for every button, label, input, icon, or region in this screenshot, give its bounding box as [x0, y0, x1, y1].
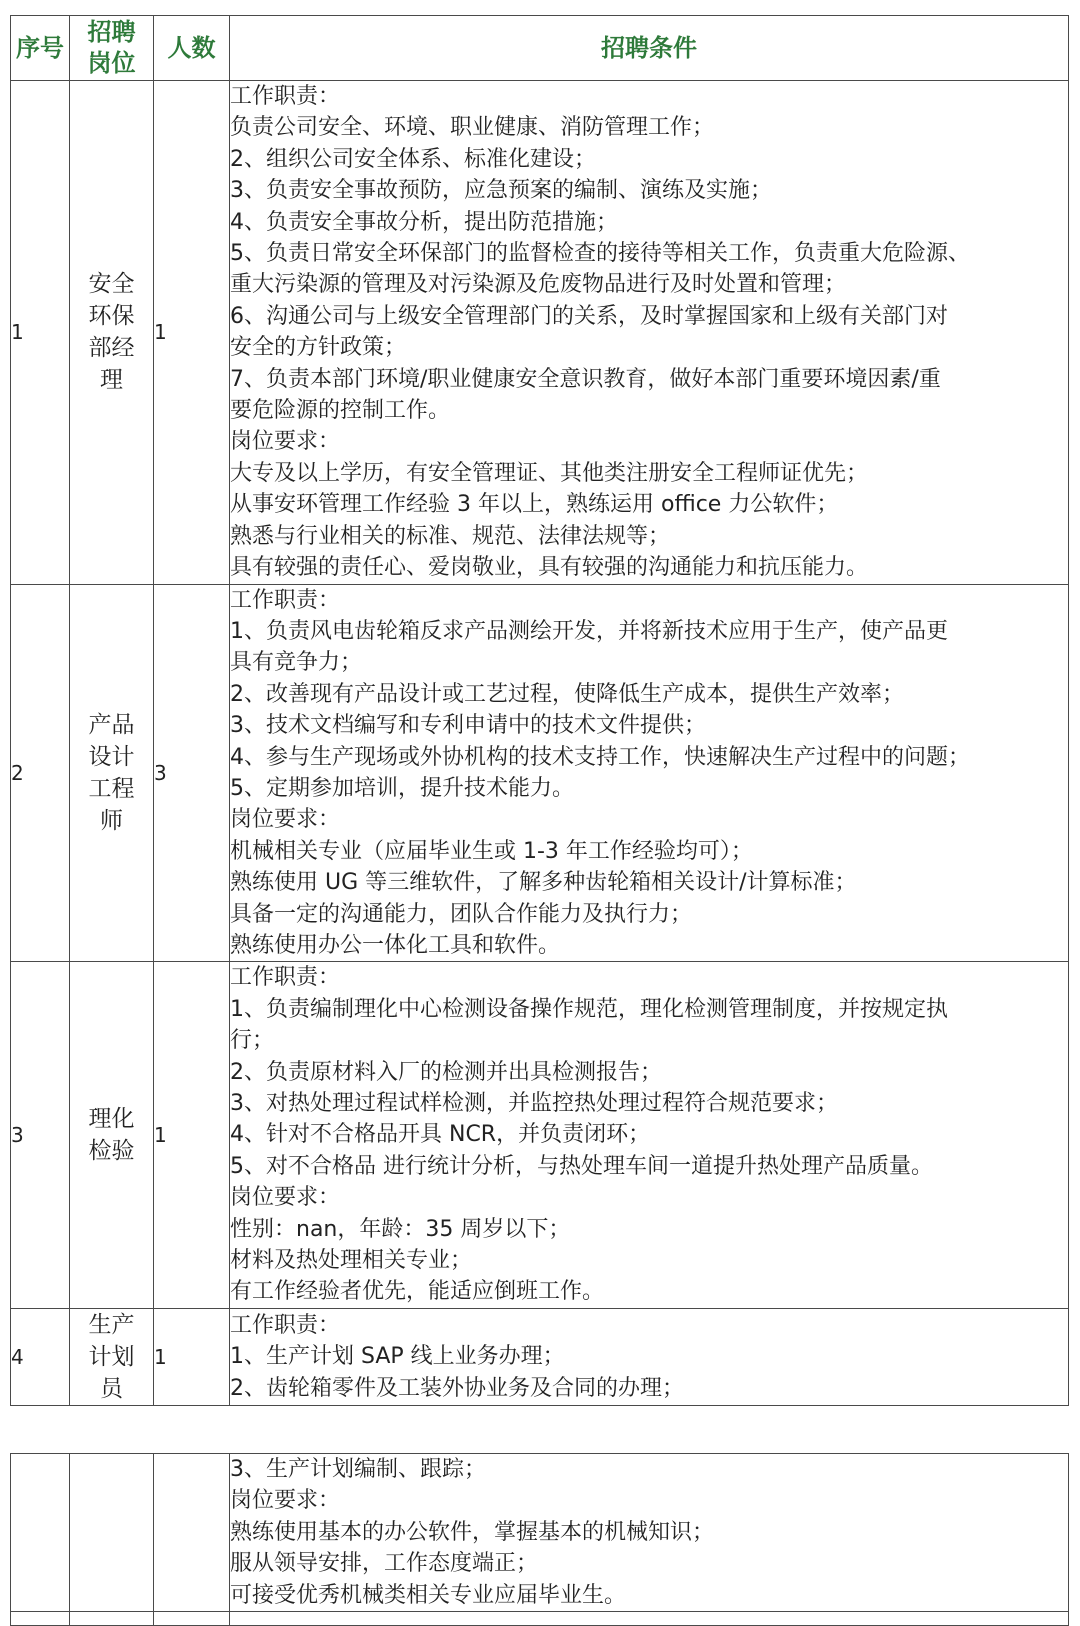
- condition-line: 5、对不合格品 进行统计分析，与热处理车间一道提升热处理产品质量。: [230, 1153, 933, 1179]
- condition-line: 岗位要求：: [230, 1488, 341, 1514]
- table-row-continued: [11, 1454, 1069, 1612]
- condition-line: 熟练使用 UG 等三维软件，了解多种齿轮箱相关设计/计算标准；: [230, 870, 857, 896]
- conditions-cell: [230, 81, 1069, 585]
- table-header-row: [11, 16, 1069, 81]
- condition-line: 5、负责日常安全环保部门的监督检查的接待等相关工作，负责重大危险源、: [230, 241, 970, 267]
- header-position-label: 招聘 岗位: [87, 18, 136, 77]
- header-conditions: [230, 16, 1069, 81]
- count-cell: 3: [154, 584, 230, 962]
- condition-line: 3、负责安全事故预防，应急预案的编制、演练及实施；: [230, 178, 772, 204]
- condition-line: 4、参与生产现场或外协机构的技术支持工作，快速解决生产过程中的问题；: [230, 744, 970, 770]
- count-cell-partial: [154, 1612, 230, 1626]
- condition-line: 4、针对不合格品开具 NCR，并负责闭环；: [230, 1122, 651, 1148]
- condition-line: 有工作经验者优先，能适应倒班工作。: [230, 1279, 605, 1305]
- seq-cell-empty: [11, 1454, 70, 1612]
- condition-line: 3、对热处理过程试样检测，并监控热处理过程符合规范要求；: [230, 1091, 838, 1116]
- condition-line: 2、组织公司安全体系、标准化建设；: [230, 146, 596, 172]
- seq-cell-partial: [11, 1612, 70, 1626]
- conditions-cell: [230, 962, 1069, 1308]
- header-count: [154, 16, 230, 81]
- seq-cell: 2: [11, 584, 70, 962]
- position-cell: 生产 计划 员: [70, 1308, 154, 1405]
- condition-line: 熟练使用办公一体化工具和软件。: [230, 932, 561, 958]
- position-cell: 理化 检验: [70, 962, 154, 1308]
- seq-cell: 1: [11, 81, 70, 585]
- count-cell: 1: [154, 1308, 230, 1405]
- condition-line: 性别：nan，年龄：35 周岁以下；: [230, 1216, 571, 1242]
- condition-line: 岗位要求：: [230, 429, 341, 455]
- condition-line: 2、负责原材料入厂的检测并出具检测报告；: [230, 1059, 662, 1085]
- recruitment-table: [10, 15, 1069, 1406]
- count-cell: 1: [154, 81, 230, 585]
- count-cell-empty: [154, 1454, 230, 1612]
- header-position: [70, 16, 154, 81]
- condition-line: 具备一定的沟通能力，团队合作能力及执行力；: [230, 901, 693, 927]
- table-row: [11, 962, 1069, 1308]
- condition-line: 熟悉与行业相关的标准、规范、法律法规等；: [230, 523, 671, 549]
- recruitment-table-continued: [10, 1453, 1069, 1626]
- condition-line: 2、改善现有产品设计或工艺过程，使降低生产成本，提供生产效率；: [230, 681, 904, 707]
- condition-line: 具有较强的责任心、爱岗敬业，具有较强的沟通能力和抗压能力。: [230, 555, 869, 581]
- condition-line: 材料及热处理相关专业；: [230, 1248, 473, 1274]
- table-row-partial: [11, 1612, 1069, 1626]
- header-seq-label: 序号: [16, 33, 64, 62]
- conditions-cell: [230, 1454, 1069, 1612]
- condition-line: 安全的方针政策；: [230, 335, 407, 361]
- conditions-cell: [230, 584, 1069, 962]
- header-count-label: 人数: [167, 33, 216, 62]
- condition-line: 要危险源的控制工作。: [230, 398, 451, 424]
- condition-line: 工作职责：: [230, 84, 341, 109]
- table-row: [11, 1308, 1069, 1405]
- condition-line: 具有竞争力；: [230, 650, 363, 676]
- condition-line: 重大污染源的管理及对污染源及危废物品进行及时处置和管理；: [230, 272, 847, 298]
- condition-line: 服从领导安排，工作态度端正；: [230, 1551, 539, 1577]
- condition-line: 2、齿轮箱零件及工装外协业务及合同的办理；: [230, 1375, 684, 1401]
- condition-line: 1、生产计划 SAP 线上业务办理；: [230, 1344, 565, 1370]
- condition-line: 负责公司安全、环境、职业健康、消防管理工作；: [230, 115, 715, 141]
- condition-line: 工作职责：: [230, 965, 341, 991]
- table-row: [11, 584, 1069, 962]
- condition-line: 工作职责：: [230, 587, 341, 613]
- seq-cell: 4: [11, 1308, 70, 1405]
- condition-line: 1、负责编制理化中心检测设备操作规范，理化检测管理制度，并按规定执: [230, 996, 948, 1022]
- condition-line: 工作职责：: [230, 1312, 341, 1338]
- table-row: [11, 81, 1069, 585]
- conditions-cell-partial: [230, 1612, 1069, 1626]
- condition-line: 7、负责本部门环境/职业健康安全意识教育，做好本部门重要环境因素/重: [230, 366, 941, 392]
- position-cell-empty: [70, 1454, 154, 1612]
- header-seq: [11, 16, 70, 81]
- conditions-cell: [230, 1308, 1069, 1405]
- condition-line: 6、沟通公司与上级安全管理部门的关系，及时掌握国家和上级有关部门对: [230, 303, 948, 329]
- condition-line: 1、负责风电齿轮箱反求产品测绘开发，并将新技术应用于生产，使产品更: [230, 618, 948, 644]
- condition-line: 可接受优秀机械类相关专业应届毕业生。: [230, 1582, 627, 1608]
- condition-line: 4、负责安全事故分析，提出防范措施；: [230, 209, 618, 235]
- count-cell: 1: [154, 962, 230, 1308]
- position-cell: 产品 设计 工程 师: [70, 584, 154, 962]
- condition-line: 大专及以上学历，有安全管理证、其他类注册安全工程师证优先；: [230, 460, 869, 486]
- seq-cell: 3: [11, 962, 70, 1308]
- position-cell-partial: [70, 1612, 154, 1626]
- position-cell: 安全 环保 部经 理: [70, 81, 154, 585]
- condition-line: 岗位要求：: [230, 1185, 341, 1211]
- header-conditions-label: 招聘条件: [601, 33, 697, 62]
- condition-line: 3、生产计划编制、跟踪；: [230, 1457, 486, 1482]
- condition-line: 熟练使用基本的办公软件，掌握基本的机械知识；: [230, 1519, 715, 1545]
- condition-line: 3、技术文档编写和专利申请中的技术文件提供；: [230, 713, 706, 739]
- condition-line: 行；: [230, 1028, 275, 1054]
- condition-line: 从事安环管理工作经验 3 年以上，熟练运用 office 力公软件；: [230, 492, 839, 518]
- condition-line: 5、定期参加培训，提升技术能力。: [230, 775, 574, 801]
- condition-line: 岗位要求：: [230, 807, 341, 833]
- condition-line: 机械相关专业（应届毕业生或 1-3 年工作经验均可）；: [230, 838, 753, 864]
